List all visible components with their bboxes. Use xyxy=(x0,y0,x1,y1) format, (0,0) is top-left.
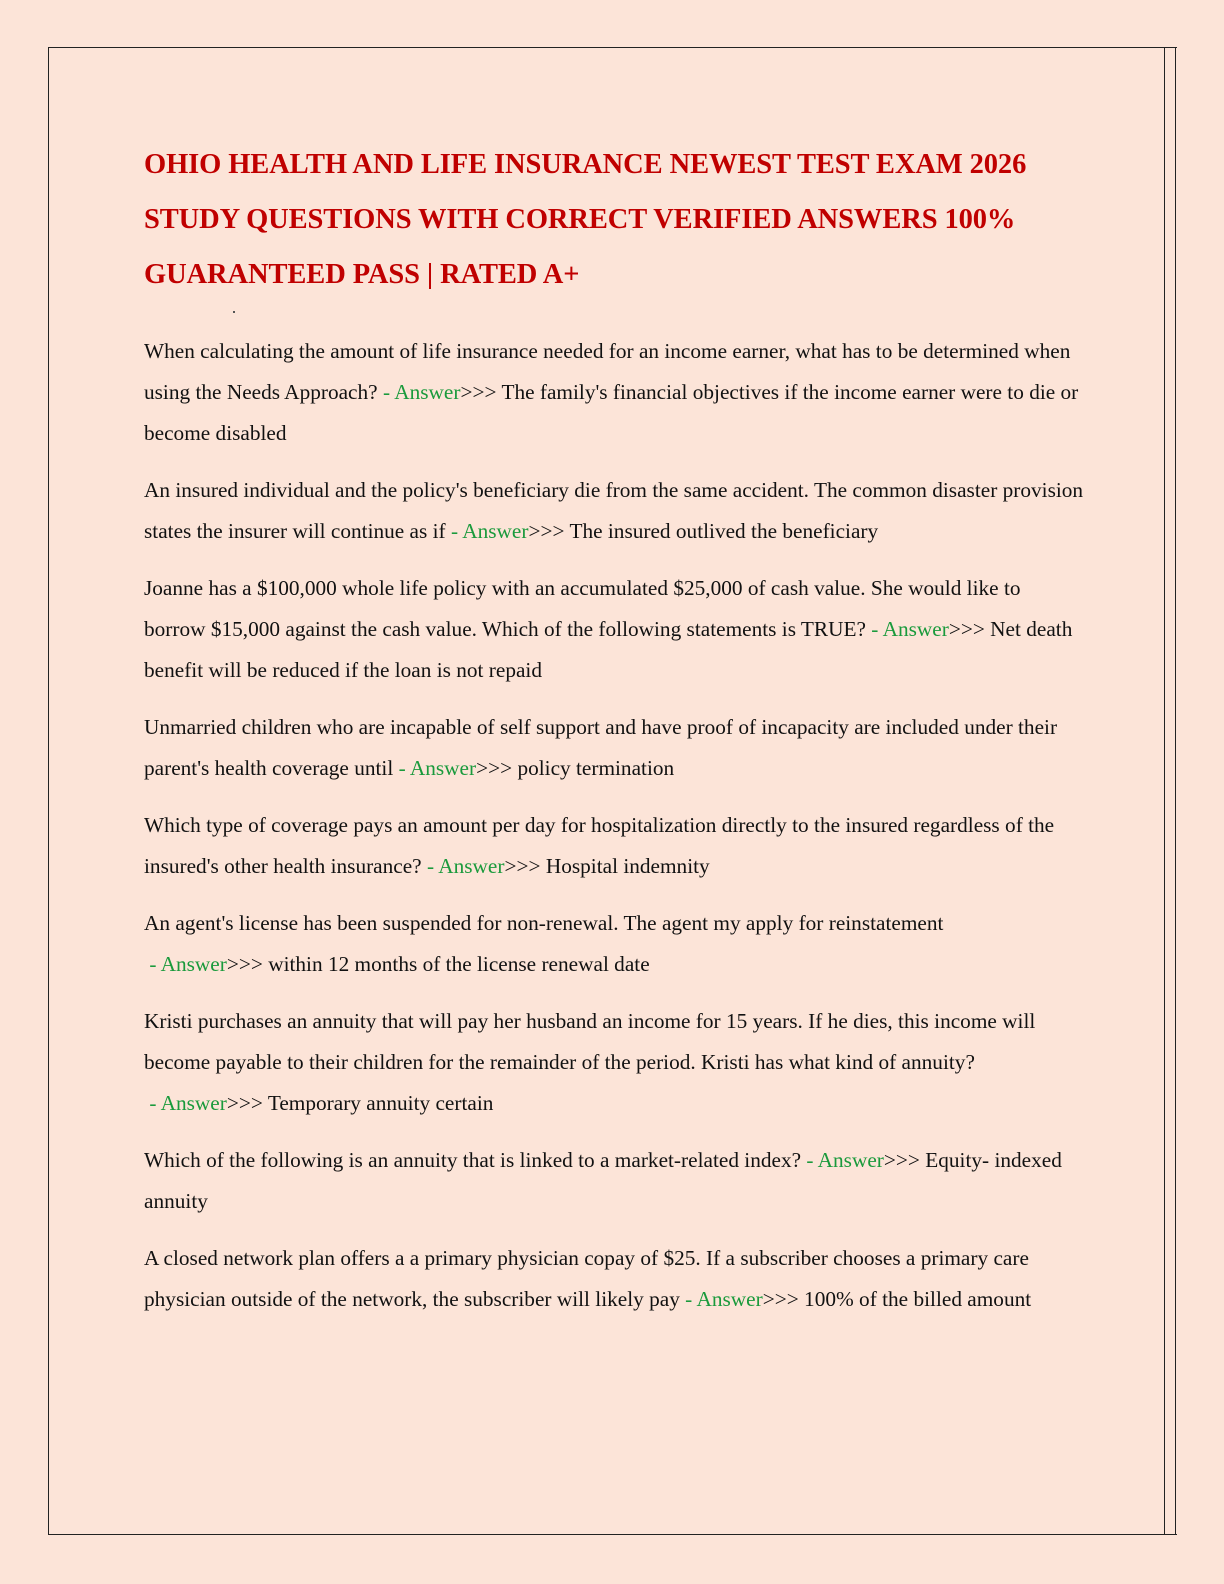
question-text: Joanne has a $100,000 whole life policy with an accumulated $25,000 of cash value. She would like to borrow $15,000 against the cash value. Which of the following statements is TRUE? xyxy=(144,576,1021,641)
answer-arrows: >>> xyxy=(762,1287,805,1311)
answer-separator: - xyxy=(801,1148,818,1172)
answer-separator: - xyxy=(144,952,161,976)
qa-item xyxy=(144,1001,1084,1124)
question-text: Unmarried children who are incapable of self support and have proof of incapacity are included under their parent's health coverage until xyxy=(144,715,1058,780)
question-text: Kristi purchases an annuity that will pay her husband an income for 15 years. If he dies, this income will become payable to their children for the remainder of the period. Kristi has what kind of annuity? xyxy=(144,1009,1036,1074)
answer-label: Answer xyxy=(882,617,949,641)
answer-label: Answer xyxy=(696,1287,763,1311)
question-text: An agent's license has been suspended for non-renewal. The agent my apply for reinstatement xyxy=(144,911,944,935)
document-content xyxy=(144,137,1084,1336)
answer-label: Answer xyxy=(394,380,461,404)
answer-separator: - xyxy=(865,617,883,641)
answer-separator: - xyxy=(393,756,410,780)
answer-text: 100% of the billed amount xyxy=(804,1287,1032,1311)
qa-item xyxy=(144,470,1084,552)
answer-label: Answer xyxy=(462,519,529,543)
page-border-corner-top-right xyxy=(1164,47,1177,48)
qa-item xyxy=(144,903,1084,985)
question-text: A closed network plan offers a a primary physician copay of $25. If a subscriber chooses a primary care physician outside of the network, the subscriber will likely pay xyxy=(144,1246,1029,1311)
document-title: OHIO HEALTH AND LIFE INSURANCE NEWEST TEST EXAM 2026 STUDY QUESTIONS WITH CORRECT VERIFIED ANSWERS 100% GUARANTEED PASS | RATED A+ xyxy=(144,149,1027,290)
question-text: Which of the following is an annuity that is linked to a market-related index? xyxy=(144,1148,802,1172)
answer-text: Hospital indemnity xyxy=(545,854,710,878)
qa-item xyxy=(144,707,1084,789)
answer-arrows: >>> xyxy=(460,380,502,404)
answer-label: Answer xyxy=(409,756,477,780)
qa-item xyxy=(144,1238,1084,1320)
answer-arrows: >>> xyxy=(883,1148,926,1172)
answer-text: policy termination xyxy=(517,756,675,780)
qa-item xyxy=(144,805,1084,887)
answer-label: Answer xyxy=(817,1148,884,1172)
answer-label: Answer xyxy=(160,1091,227,1115)
answer-text: Temporary annuity certain xyxy=(267,1091,494,1115)
answer-text: The family's financial objectives if the income earner were to die or become disabled xyxy=(144,380,1079,445)
answer-arrows: >>> xyxy=(226,1091,268,1115)
answer-arrows: >>> xyxy=(226,952,269,976)
qa-item xyxy=(144,568,1084,691)
qa-item xyxy=(144,331,1084,454)
answer-arrows: >>> xyxy=(504,854,546,878)
answer-arrows: >>> xyxy=(948,617,991,641)
answer-label: Answer xyxy=(438,854,505,878)
answer-text: within 12 months of the license renewal date xyxy=(268,952,650,976)
question-text: When calculating the amount of life insurance needed for an income earner, what has to be determined when using the Needs Approach? xyxy=(144,339,1071,404)
answer-arrows: >>> xyxy=(476,756,518,780)
answer-separator: - xyxy=(445,519,463,543)
answer-text: Equity- indexed annuity xyxy=(144,1148,1062,1213)
answer-separator: - xyxy=(377,380,395,404)
answer-label: Answer xyxy=(160,952,227,976)
question-text: An insured individual and the policy's beneficiary die from the same accident. The common disaster provision states the insurer will continue as if xyxy=(144,478,1084,543)
answer-text: The insured outlived the beneficiary xyxy=(569,519,879,543)
question-text: Which type of coverage pays an amount per day for hospitalization directly to the insured regardless of the insured's other health insurance? xyxy=(144,813,1055,878)
answer-separator: - xyxy=(679,1287,697,1311)
answer-separator: - xyxy=(421,854,439,878)
answer-separator: - xyxy=(144,1091,161,1115)
page-border-right-line xyxy=(1164,47,1165,1535)
qa-list xyxy=(144,331,1084,1320)
answer-arrows: >>> xyxy=(528,519,570,543)
answer-text: Net death benefit will be reduced if the loan is not repaid xyxy=(144,617,1073,682)
page-border-corner-bottom-right xyxy=(1164,1534,1177,1535)
qa-item xyxy=(144,1140,1084,1222)
decorative-dot xyxy=(233,311,235,313)
